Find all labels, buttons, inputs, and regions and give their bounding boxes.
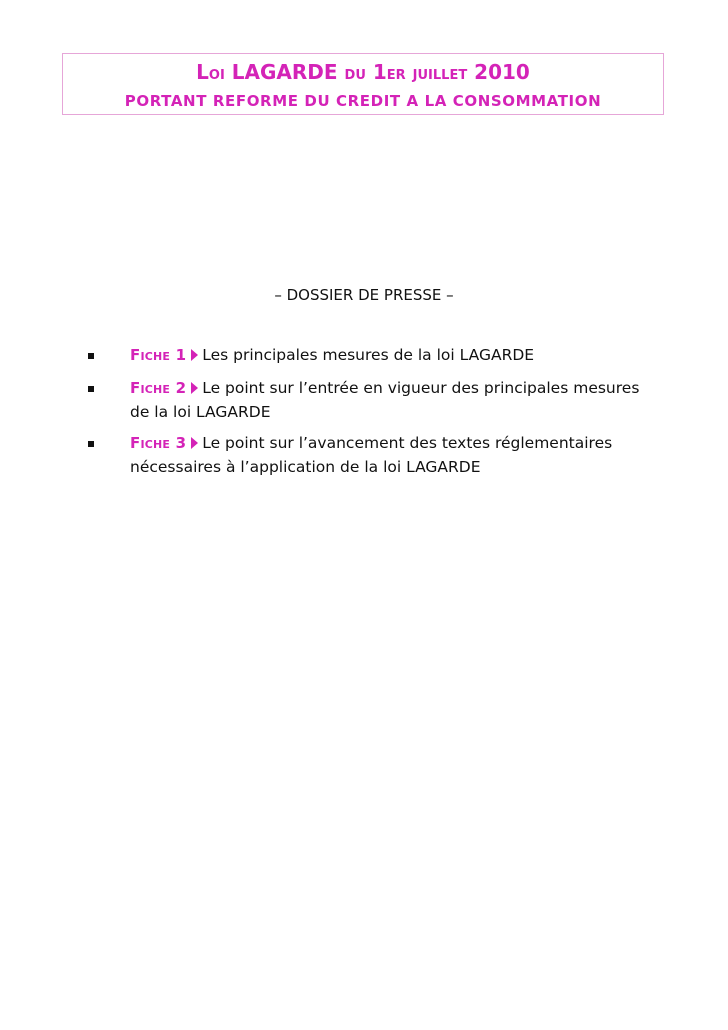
fiche-initial: F	[130, 379, 141, 397]
fiche-list	[0, 344, 728, 487]
title-box	[62, 53, 664, 115]
title-law-name: LAGARDE	[231, 60, 338, 84]
square-bullet-icon	[88, 353, 94, 359]
document-title	[63, 60, 663, 88]
title-loi-initial: L	[196, 60, 209, 84]
fiche-text: Les principales mesures de la loi LAGARDE	[202, 346, 535, 364]
fiche-label	[130, 434, 186, 452]
document-subtitle: PORTANT REFORME DU CREDIT A LA CONSOMMATION	[124, 92, 602, 110]
title-er: ER	[386, 68, 406, 83]
fiche-number: 2	[175, 379, 187, 397]
fiche-item-2	[0, 377, 640, 423]
fiche-initial: F	[130, 346, 141, 364]
square-bullet-icon	[88, 441, 94, 447]
title-month: JUILLET	[412, 68, 468, 83]
title-year: 2010	[474, 60, 530, 84]
fiche-rest: ICHE	[140, 350, 171, 363]
fiche-text: Le point sur l’entrée en vigueur des principales mesures de la loi LAGARDE	[130, 379, 640, 421]
right-triangle-icon	[191, 382, 198, 394]
fiche-number: 1	[175, 346, 187, 364]
right-triangle-icon	[191, 437, 198, 449]
fiche-item-3	[0, 432, 640, 478]
title-day: 1	[372, 60, 387, 84]
right-triangle-icon	[191, 349, 198, 361]
title-loi-rest: OI	[208, 68, 225, 83]
fiche-label	[130, 346, 186, 364]
fiche-label	[130, 379, 186, 397]
square-bullet-icon	[88, 386, 94, 392]
title-du: DU	[344, 68, 366, 83]
fiche-rest: ICHE	[140, 383, 171, 396]
fiche-number: 3	[175, 434, 187, 452]
fiche-item-1	[0, 344, 640, 368]
fiche-initial: F	[130, 434, 141, 452]
section-label: – DOSSIER DE PRESSE –	[274, 286, 454, 304]
fiche-rest: ICHE	[140, 438, 171, 451]
fiche-text: Le point sur l’avancement des textes réglementaires nécessaires à l’application de la loi LAGARDE	[130, 434, 613, 476]
